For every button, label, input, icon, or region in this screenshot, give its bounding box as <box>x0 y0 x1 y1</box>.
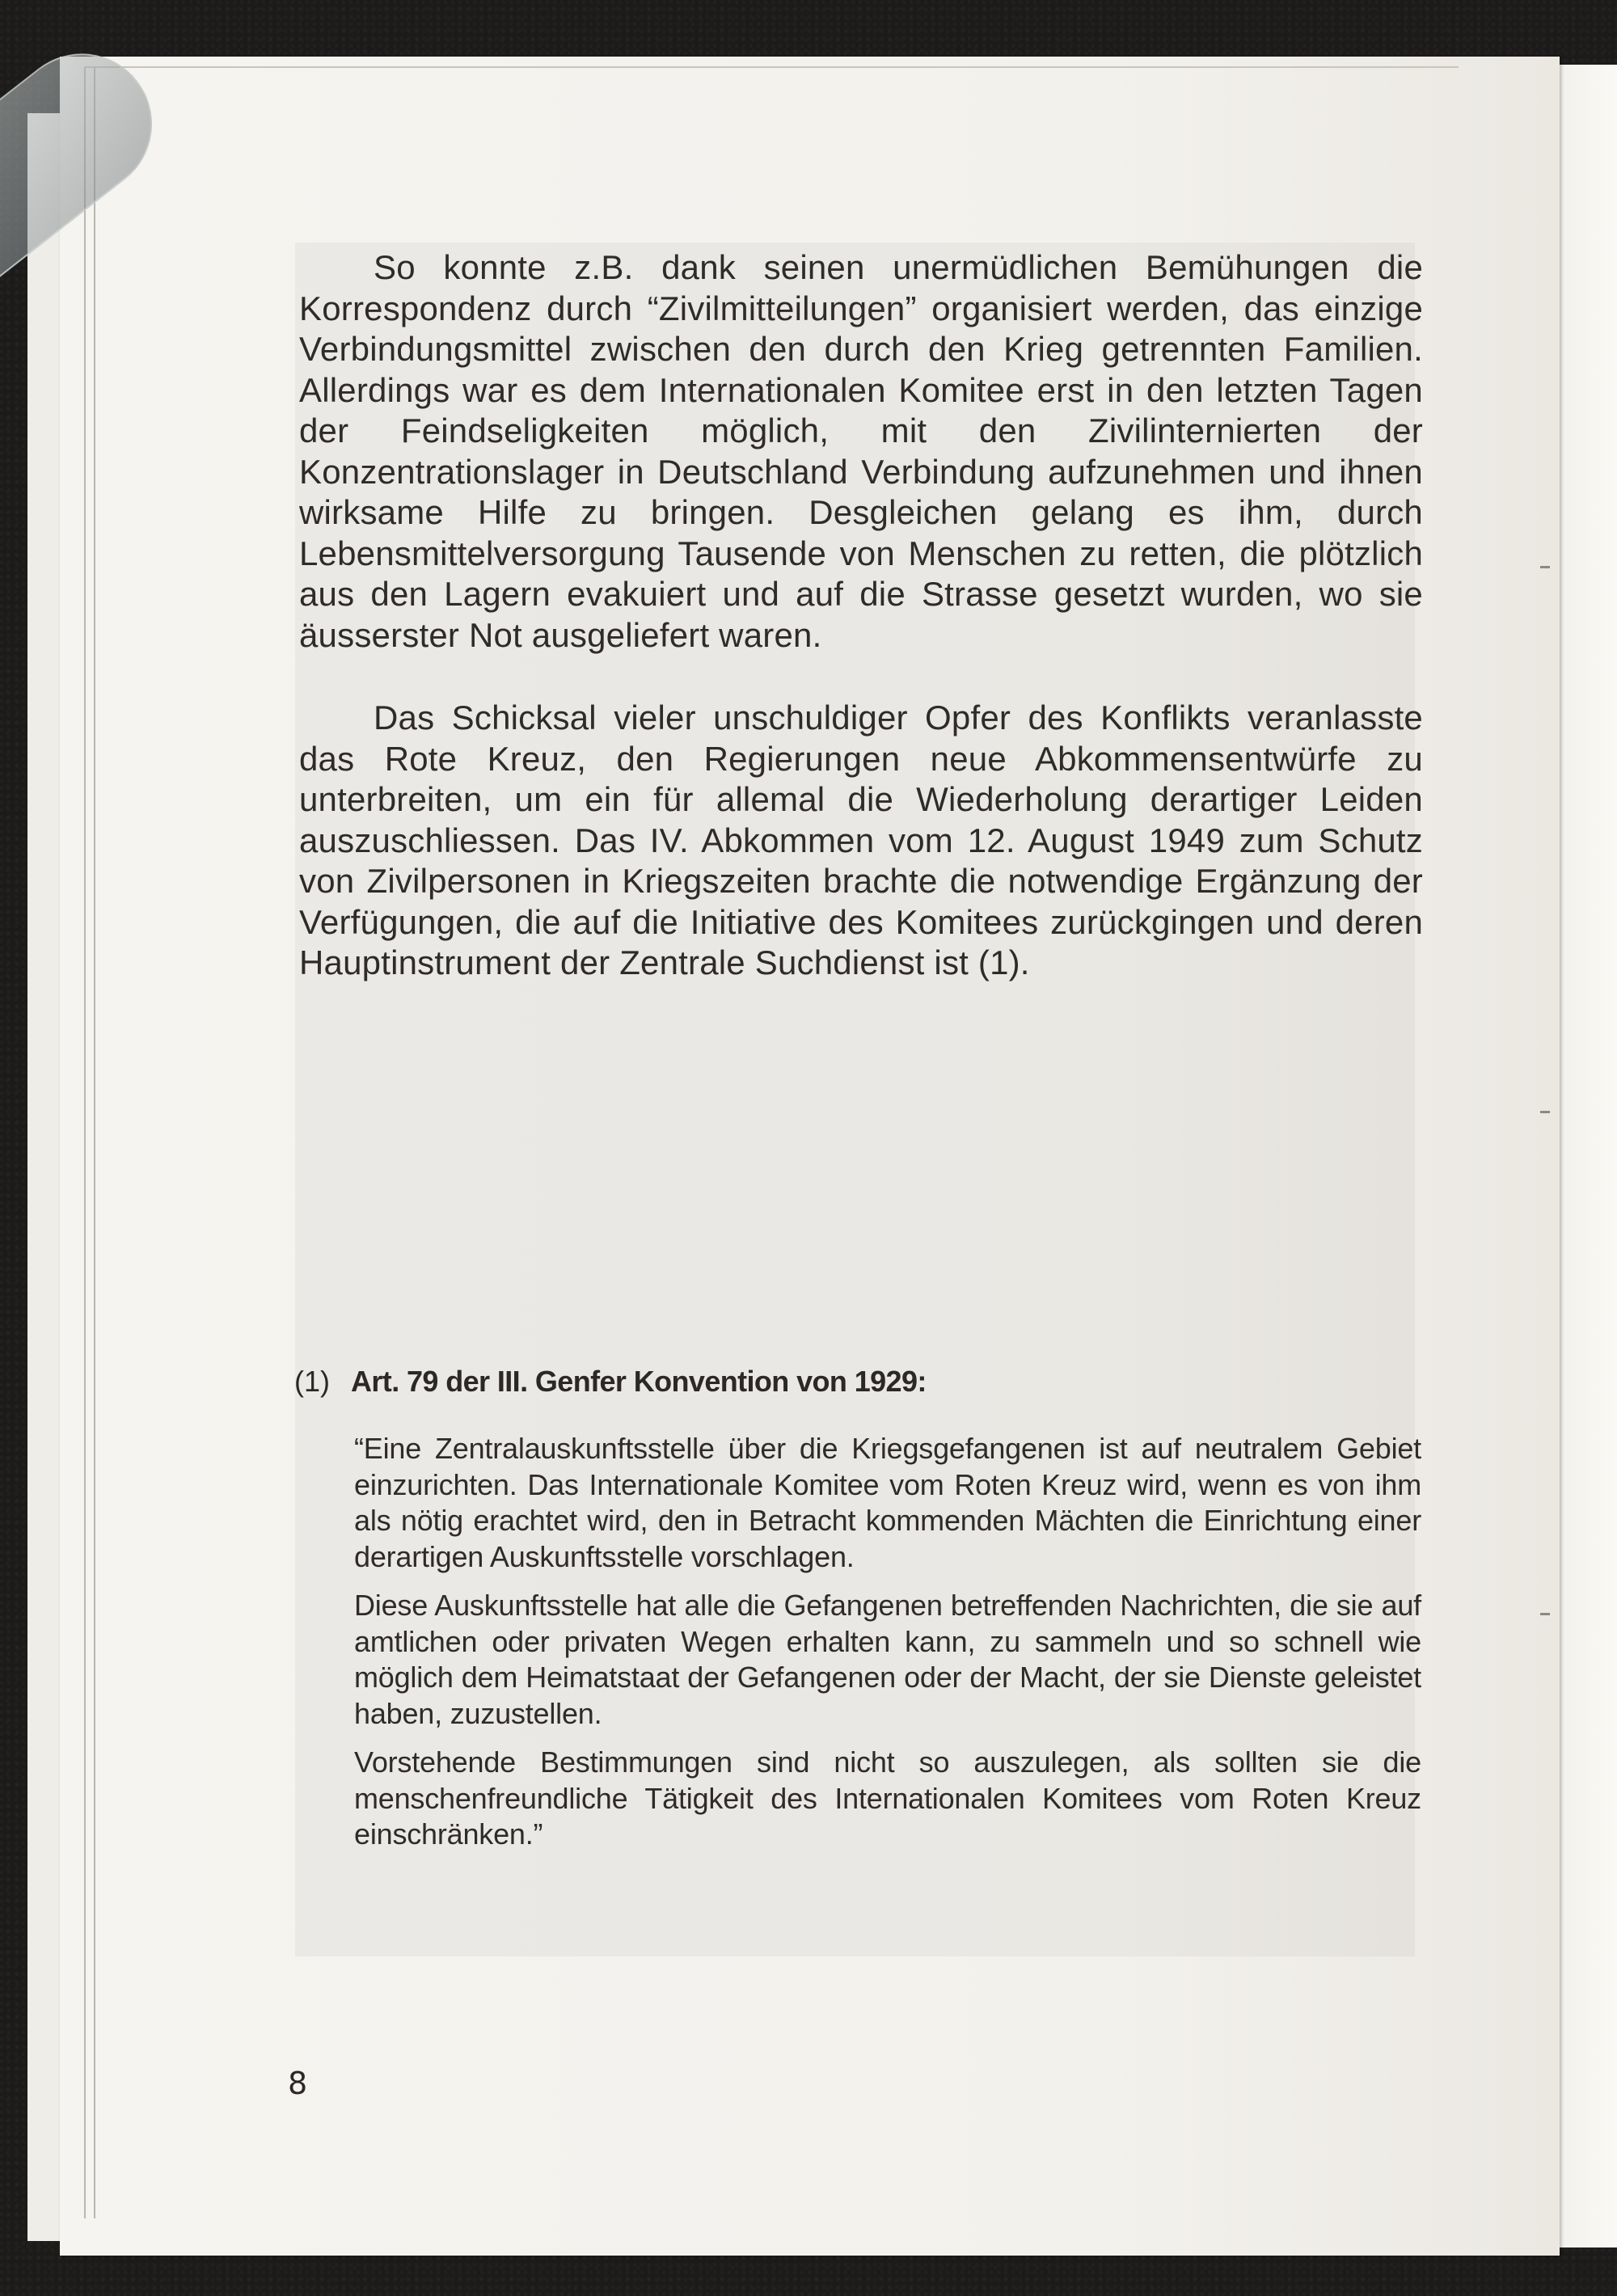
paragraph: Das Schicksal vieler unschuldiger Opfer des Konflikts veranlasste das Rote Kreuz, den Regierungen neue Abkommensentwürfe zu unterbreiten, um ein für allemal die Wiederholung derartiger Leiden auszuschliessen. Das IV. Abkommen vom 12. August 1949 zum Schutz von Zivilpersonen in Kriegszeiten brachte die notwendige Ergänzung der Verfügungen, die auf die Initiative des Komitees zurückgingen und deren Hauptinstrument der Zentrale Suchdienst ist (1). <box>299 699 1423 981</box>
footnote-paragraph: Vorstehende Bestimmungen sind nicht so auszulegen, als sollten sie die menschenfreundliche Tätigkeit des Internationalen Komitees vom Roten Kreuz einschränken.” <box>354 1745 1421 1851</box>
page-stack-edge <box>84 68 86 2218</box>
footnote-paragraph: Diese Auskunftsstelle hat alle die Gefangenen betreffenden Nachrichten, die sie auf amtlichen oder privaten Wegen erhalten kann, zu sammeln und so schnell wie möglich dem Heimatstaat der Gefangenen oder der Macht, der sie Dienste geleistet haben, zuzustellen. <box>354 1589 1421 1730</box>
facing-page-edge <box>1552 65 1617 2247</box>
footnote-text <box>354 1431 1421 1853</box>
main-text <box>299 247 1423 984</box>
paragraph: So konnte z.B. dank seinen unermüdlichen Bemühungen die Korrespondenz durch “Zivilmitteilungen” organisiert werden, das einzige Verbindungsmittel zwischen den durch den Krieg getrennten Familien. Allerdings war es dem Internationalen Komitee erst in den letzten Tagen der Feindseligkeiten möglich, mit den Zivilinternierten der Konzentrationslager in Deutschland Verbindung aufzunehmen und ihnen wirksame Hilfe zu bringen. Desgleichen gelang es ihm, durch Lebensmittelversorgung Tausende von Menschen zu retten, die plötzlich aus den Lagern evakuiert und auf die Strasse gesetzt wurden, wo sie äusserster Not ausgeliefert waren. <box>299 248 1423 654</box>
page-number: 8 <box>288 2066 308 2101</box>
page-stack-edge <box>94 68 95 2218</box>
footnote-number: (1) <box>294 1365 330 1398</box>
footnote-title: Art. 79 der III. Genfer Konvention von 1929: <box>351 1365 927 1398</box>
footnote-heading <box>294 1365 1426 1399</box>
margin-mark <box>1540 566 1550 568</box>
margin-mark <box>1540 1613 1550 1615</box>
page-stack-edge-top <box>84 66 1459 68</box>
margin-mark <box>1540 1111 1550 1113</box>
footnote-paragraph: “Eine Zentralauskunftsstelle über die Kriegsgefangenen ist auf neutralem Gebiet einzurichten. Das Internationale Komitee vom Roten Kreuz wird, wenn es von ihm als nötig erachtet wird, den in Betracht kommenden Mächten die Einrichtung einer derartigen Auskunftsstelle vorschlagen. <box>354 1432 1421 1573</box>
